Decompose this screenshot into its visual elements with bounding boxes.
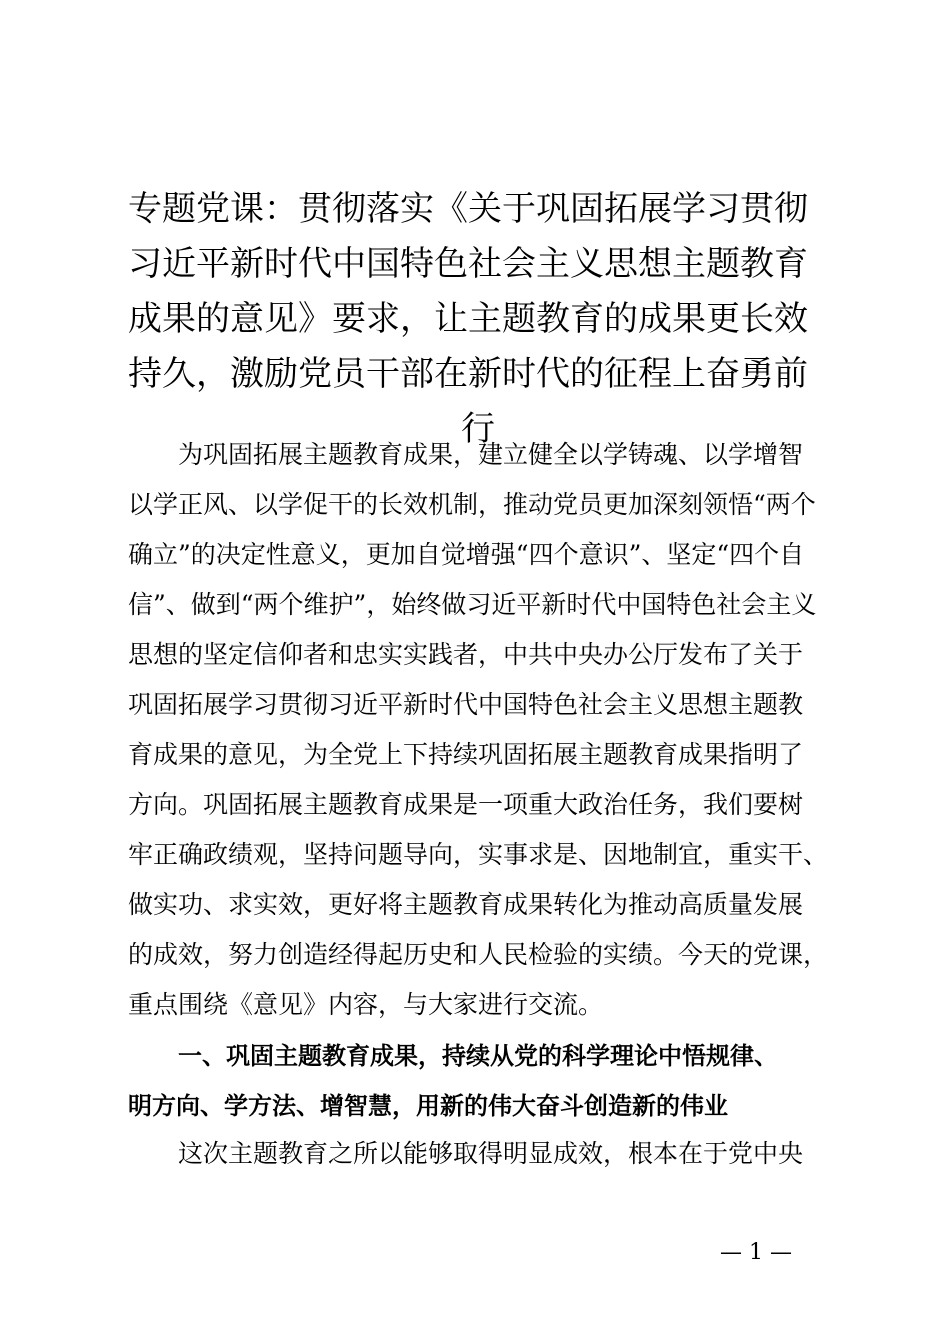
document-title: [128, 182, 828, 457]
paragraph-line: 方向。巩固拓展主题教育成果是一项重大政治任务，我们要树: [128, 790, 804, 819]
section-heading-1: [128, 1031, 828, 1131]
page-number: — 1 —: [720, 1240, 792, 1265]
paragraph-line: 巩固拓展学习贯彻习近平新时代中国特色社会主义思想主题教: [128, 690, 804, 719]
paragraph-line: 这次主题教育之所以能够取得明显成效，根本在于党中央: [178, 1139, 804, 1168]
paragraph-line: 育成果的意见，为全党上下持续巩固拓展主题教育成果指明了: [128, 740, 804, 769]
paragraph-line: 思想的坚定信仰者和忠实实践者，中共中央办公厅发布了关于: [128, 640, 804, 669]
title-line-1: 专题党课：贯彻落实《关于巩固拓展学习贯彻: [128, 189, 808, 229]
title-line-4: 持久，激励党员干部在新时代的征程上奋勇前: [128, 354, 808, 394]
paragraph-line: 做实功、求实效，更好将主题教育成果转化为推动高质量发展: [128, 890, 804, 919]
title-line-3: 成果的意见》要求，让主题教育的成果更长效: [128, 299, 808, 339]
paragraph-line: 以学正风、以学促干的长效机制，推动党员更加深刻领悟“两个: [128, 490, 816, 519]
title-line-5: 行: [461, 409, 495, 449]
paragraph-line: 信”、做到“两个维护”，始终做习近平新时代中国特色社会主义: [128, 590, 817, 619]
paragraph-line: 的成效，努力创造经得起历史和人民检验的实绩。今天的党课，: [128, 940, 829, 969]
title-line-2: 习近平新时代中国特色社会主义思想主题教育: [128, 244, 808, 284]
paragraph-line: 重点围绕《意见》内容，与大家进行交流。: [128, 990, 604, 1019]
paragraph-line: 为巩固拓展主题教育成果，建立健全以学铸魂、以学增智: [178, 440, 804, 469]
intro-paragraph: [128, 430, 828, 1030]
paragraph-line: 牢正确政绩观，坚持问题导向，实事求是、因地制宜，重实干、: [128, 840, 829, 869]
section-paragraph: [128, 1129, 828, 1179]
heading-line: 一、巩固主题教育成果，持续从党的科学理论中悟规律、: [178, 1042, 778, 1070]
heading-line: 明方向、学方法、增智慧，用新的伟大奋斗创造新的伟业: [128, 1092, 728, 1120]
paragraph-line: 确立”的决定性意义，更加自觉增强“四个意识”、坚定“四个自: [128, 540, 805, 569]
